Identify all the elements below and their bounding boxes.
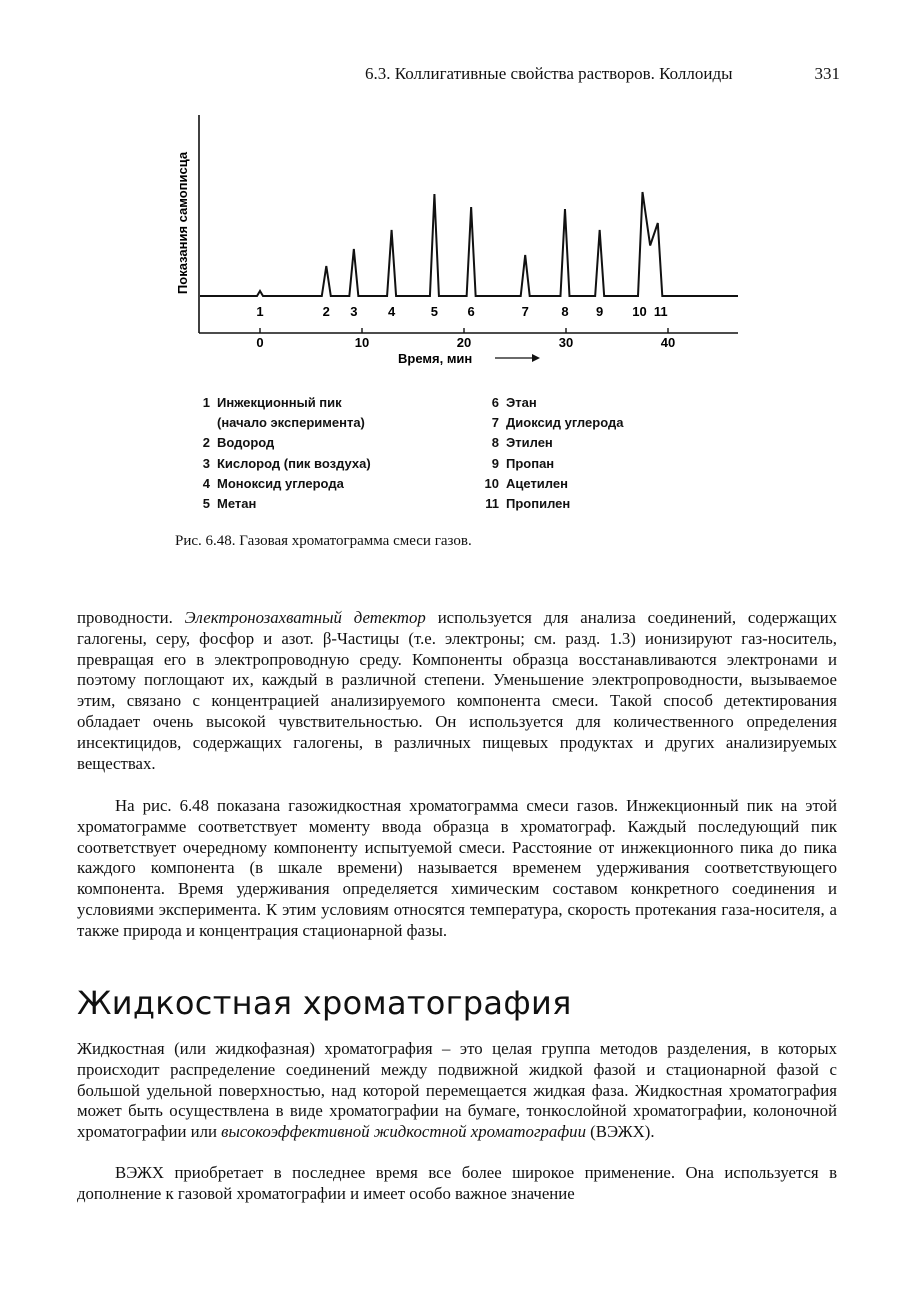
peak-label: 3 bbox=[350, 304, 358, 319]
legend-text: Моноксид углерода bbox=[217, 475, 344, 491]
legend-number: 6 bbox=[491, 395, 499, 410]
chromatogram-trace bbox=[200, 192, 738, 296]
legend-item bbox=[186, 474, 446, 494]
figure-caption: Рис. 6.48. Газовая хроматограмма смеси газов. bbox=[175, 533, 472, 549]
x-ticks bbox=[256, 328, 675, 350]
legend-text: Метан bbox=[217, 496, 257, 512]
paragraph-text: (ВЭЖХ). bbox=[585, 1122, 655, 1142]
legend-item bbox=[186, 494, 446, 514]
x-tick-label: 20 bbox=[456, 335, 472, 350]
legend-item bbox=[475, 413, 695, 433]
legend-item bbox=[475, 393, 695, 413]
legend-item-continuation bbox=[186, 413, 446, 433]
peak-label: 1 bbox=[256, 304, 264, 319]
paragraph-emphasis: Электронозахватный детектор bbox=[184, 608, 426, 627]
paragraph: На рис. 6.48 показана газожидкостная хроматограмма смеси газов. Инжекционный пик на этой хроматограмме соответствует моменту ввода образца в хроматограф. Каждый последующий пик соответствует очередному компоненту испытуемой смеси. Расстояние от инжекционного пика до пика каждого компонента (в шкале времени) называется временем удерживания соответствующего компонента. Время удерживания определяется химическим составом конкретного соединения и условиями эксперимента. К этим условиям относятся температура, скорость протекания газа-носителя, а также природа и концентрация стационарной фазы. bbox=[77, 796, 837, 940]
peak-label: 10 bbox=[632, 304, 647, 319]
legend-number: 8 bbox=[491, 435, 499, 451]
legend-text: Пропан bbox=[506, 455, 555, 471]
legend-item bbox=[186, 454, 446, 474]
legend-number: 5 bbox=[202, 496, 210, 512]
paragraph bbox=[77, 608, 837, 774]
legend-item bbox=[475, 433, 695, 453]
legend-number: 1 bbox=[202, 395, 210, 410]
legend-left bbox=[186, 393, 446, 514]
x-tick-label: 30 bbox=[558, 335, 574, 350]
legend-text: Диоксид углерода bbox=[506, 415, 624, 431]
legend-text: Этан bbox=[506, 395, 537, 410]
peak-label: 7 bbox=[521, 304, 529, 319]
paragraph-text: Жидкостная (или жидкофазная) хроматография – это целая группа методов разделения, в которых происходит распределение соединений между подвижной жидкой фазой и стационарной фазой с большой удельной поверхностью, над которой перемещается жидкая фаза. Жидкостная хроматография может быть осуществлена в виде хроматографии на бумаге, тонкослойной хроматографии, колоночной хроматографии или bbox=[77, 1039, 837, 1142]
peak-label: 2 bbox=[322, 304, 330, 319]
legend-number: 4 bbox=[202, 475, 210, 491]
x-tick-label: 40 bbox=[660, 335, 676, 350]
x-axis-label: Время, мин bbox=[398, 351, 473, 366]
legend-item bbox=[475, 494, 695, 514]
paragraph bbox=[77, 1039, 837, 1143]
x-axis-arrow-head bbox=[532, 354, 540, 362]
legend-number: 7 bbox=[491, 415, 499, 431]
peak-label: 5 bbox=[430, 304, 439, 319]
legend-item bbox=[475, 474, 695, 494]
legend-number: 3 bbox=[202, 455, 210, 471]
running-title: 6.3. Коллигативные свойства растворов. Коллоиды bbox=[365, 64, 733, 83]
legend-item bbox=[475, 454, 695, 474]
legend-right bbox=[475, 393, 695, 514]
paragraph-text: используется для анализа соединений, содержащих галогены, серу, фосфор и азот. β-Частицы (т.е. электроны; см. разд. 1.3) ионизируют газ-носитель, превращая его в электропроводную среду. Компоненты образца восстанавливаются электронами и поэтому поглощают их, каждый в различной степени. Уменьшение электропроводности, вызываемое этим, связано с концентрацией анализируемого компонента смеси. Такой способ детектирования обладает очень высокой чувствительностью. Он используется для количественного определения инсектицидов, содержащих галогены, в различных пищевых продуктах и других анализируемых веществах. bbox=[77, 608, 837, 773]
legend-text: (начало эксперимента) bbox=[217, 415, 365, 431]
legend-number: 9 bbox=[491, 455, 499, 471]
paragraph-emphasis: высокоэффективной жидкостной хроматографии bbox=[221, 1122, 586, 1142]
legend-item bbox=[186, 433, 446, 453]
paragraph: ВЭЖХ приобретает в последнее время все более широкое применение. Она используется в дополнение к газовой хроматографии и имеет особо важное значение bbox=[77, 1163, 837, 1203]
legend-text: Ацетилен bbox=[506, 475, 568, 491]
peak-label: 11 bbox=[653, 304, 668, 319]
chromatogram-chart bbox=[170, 105, 750, 375]
running-head bbox=[365, 64, 840, 84]
x-tick-label: 10 bbox=[354, 335, 370, 350]
legend-item bbox=[186, 393, 446, 413]
peak-labels bbox=[256, 304, 667, 319]
legend-text: Инжекционный пик bbox=[217, 395, 342, 410]
y-axis-label: Показания самописца bbox=[175, 151, 190, 295]
legend-number: 10 bbox=[484, 475, 499, 491]
peak-label: 8 bbox=[561, 304, 569, 319]
x-tick-label: 0 bbox=[256, 335, 264, 350]
paragraph-text: проводности. bbox=[77, 608, 185, 627]
legend-text: Водород bbox=[217, 435, 275, 451]
peak-label: 9 bbox=[596, 304, 604, 319]
legend-text: Этилен bbox=[506, 435, 553, 451]
legend-number: 11 bbox=[485, 496, 499, 512]
section-title: Жидкостная хроматография bbox=[77, 984, 572, 1022]
peak-label: 4 bbox=[387, 304, 396, 319]
legend-text: Кислород (пик воздуха) bbox=[217, 455, 371, 471]
page-number: 331 bbox=[814, 64, 840, 83]
legend-text: Пропилен bbox=[506, 496, 571, 512]
peak-label: 6 bbox=[467, 304, 475, 319]
legend-number: 2 bbox=[202, 435, 210, 451]
